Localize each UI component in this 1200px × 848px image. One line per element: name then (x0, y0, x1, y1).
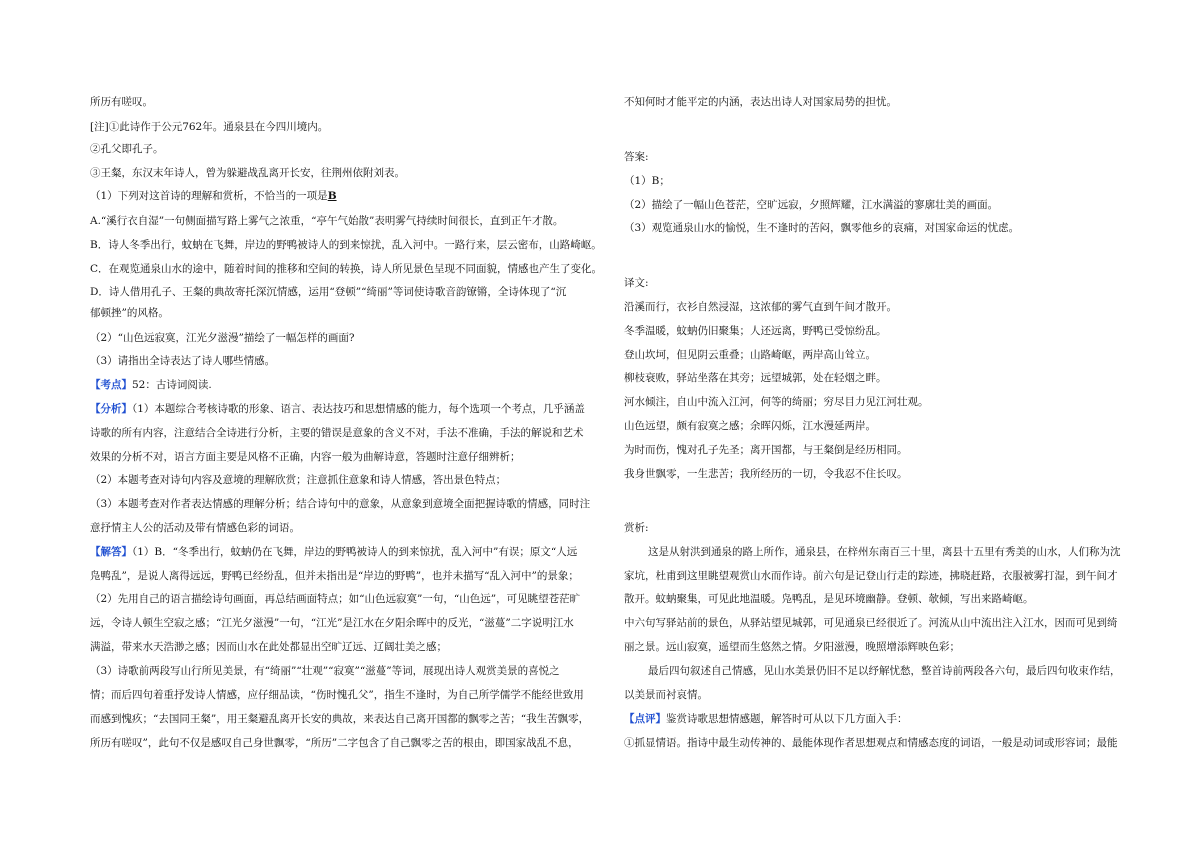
jieda-text: 情；而后四句着重抒发诗人情感，应仔细品读，“伤时愧孔父”，指生不逢时，为自己所学儒学不能经世致用 (90, 689, 584, 701)
jieda-text: 而感到愧疚；“去国同王粲”，用王粲避乱离开长安的典故，来表达自己离开国都的飘零之苦；“我生苦飘零， (90, 713, 590, 725)
jieda-continued: 不知何时才能平定的内涵，表达出诗人对国家局势的担忧。 (624, 96, 897, 108)
dianping-tag: 【点评】 (624, 713, 666, 725)
answer-1: （1）B； (624, 175, 670, 187)
question-3: （3）请指出全诗表达了诗人哪些情感。 (90, 355, 276, 367)
question-1: （1）下列对这首诗的理解和赏析，不恰当的一项是B (90, 190, 337, 202)
question-2: （2）“山色远寂寞，江光夕滋漫”描绘了一幅怎样的画面? (90, 332, 355, 344)
answer-2: （2）描绘了一幅山色苍茫，空旷远寂，夕照辉耀，江水满溢的寥廓壮美的画面。 (624, 199, 999, 211)
fenxi-line: 【分析】（1）本题综合考核诗歌的形象、语言、表达技巧和思想情感的能力，每个选项一个考点，几乎涵盖 (90, 403, 585, 415)
translation-line: 柳枝衰败，驿站坐落在其旁；远望城郭，处在轻烟之畔。 (624, 372, 887, 384)
appreciation-text: 最后四句叙述自己情感，见山水美景仍旧不足以纾解忧愁，整首诗前两段各六句，最后四句收束作结， (648, 665, 1121, 677)
appreciation-text: 这是从射洪到通泉的路上所作，通泉县，在梓州东南百三十里，离县十五里有秀美的山水，人们称为沈 (648, 546, 1121, 558)
option-a: A.“溪行衣自湿”一句侧面描写路上雾气之浓重，“亭午气始散”表明雾气持续时间很长，直到正午才散。 (90, 215, 564, 227)
note-2: ②孔父即孔子。 (90, 143, 164, 155)
jieda-text: 满溢，带来水天浩渺之感；因而山水在此处都显出空旷辽远、辽阔壮美之感； (90, 641, 447, 653)
option-d-cont: 郁顿挫”的风格。 (90, 307, 169, 319)
jieda-text: （2）先用自己的语言描绘诗句画面，再总结画面特点；如“山色远寂寞”一句，“山色远”，可见眺望苍茫旷 (90, 593, 581, 605)
kaodian-tag: 【考点】 (90, 379, 132, 391)
option-c: C．在观览通泉山水的途中，随着时间的推移和空间的转换，诗人所见景色呈现不同面貌，情感也产生了变化。 (90, 263, 603, 275)
fenxi-tag: 【分析】 (90, 403, 132, 415)
fenxi-text: 效果的分析不对，语言方面主要是风格不正确，内容一般为曲解诗意，答题时注意仔细辨析； (90, 451, 521, 463)
jieda-text: 所历有嗟叹”，此句不仅是感叹自己身世飘零，“所历”二字包含了自己飘零之苦的根由，即国家战乱不息， (90, 737, 579, 749)
translation-line: 登山坎坷，但见阴云重叠；山路崎岖，两岸高山耸立。 (624, 349, 876, 361)
translation-line: 河水倾注，自山中流入江河，何等的绮丽；穷尽目力见江河壮观。 (624, 396, 929, 408)
appreciation-text: 中六句写驿站前的景色，从驿站望见城郭，可见通泉已经很近了。河流从山中流出注入江水，因而可见到绮 (624, 617, 1118, 629)
fenxi-text: （3）本题考查对作者表达情感的理解分析；结合诗句中的意象，从意象到意境全面把握诗歌的情感，同时注 (90, 498, 591, 510)
fenxi-text: 诗歌的所有内容，注意结合全诗进行分析，主要的错误是意象的含义不对，手法不准确，手法的解说和艺术 (90, 427, 584, 439)
appreciation-text: 丽之景。远山寂寞，遥望而生悠然之情。夕阳滋漫，晚照增添辉映色彩； (624, 641, 960, 653)
translation-line: 为时而伤，愧对孔子先圣；离开国都，与王粲倒是经历相同。 (624, 444, 908, 456)
jieda-text: 凫鸭乱”，是说人离得远远，野鸭已经纷乱，但并未指出是“岸边的野鸭”，也并未描写“乱入河中”的景象； (90, 570, 579, 582)
jieda-text: （3）诗歌前两段写山行所见美景，有“绮丽”“壮观”“寂寞”“滋蔓”等词，展现出诗人观赏美景的喜悦之 (90, 665, 560, 677)
jieda-text: 远，令诗人顿生空寂之感；“江光夕滋漫”一句，“江光”是江水在夕阳余晖中的反光，“滋蔓”二字说明江水 (90, 617, 574, 629)
appreciation-text: 散开。蚊蚋聚集，可见此地温暖。凫鸭乱，是见环境幽静。登顿、欹倾，写出来路崎岖。 (624, 593, 1034, 605)
jieda-line: 【解答】（1）B．“冬季出行，蚊蚋仍在飞舞，岸边的野鸭被诗人的到来惊扰，乱入河中”有误；原文“人远 (90, 546, 578, 558)
translation-line: 山色远望，颇有寂寞之感；余晖闪烁，江水漫延两岸。 (624, 420, 876, 432)
answer-3: （3）观览通泉山水的愉悦，生不逢时的苦闷，飘零他乡的哀痛，对国家命运的忧虑。 (624, 222, 1020, 234)
question-1-answer: B (327, 190, 337, 202)
kaodian-line: 【考点】52：古诗词阅读. (90, 379, 212, 391)
option-d: D．诗人借用孔子、王粲的典故寄托深沉情感，运用“登顿”“绮丽”等词使诗歌音韵镣锵，全诗体现了“沉 (90, 286, 567, 298)
appreciation-text: 家坑，杜甫到这里眺望观赏山水而作诗。前六句是记登山行走的踪迹，拂晓赶路，衣服被雾打湿，到午间才 (624, 570, 1118, 582)
appreciation-text: 以美景而衬哀情。 (624, 689, 708, 701)
option-b: B．诗人冬季出行，蚊蚋在飞舞，岸边的野鸭被诗人的到来惊扰，乱入河中。一路行来，层云密布，山路崎岖。 (90, 239, 602, 251)
dianping-text: ①抓显情语。指诗中最生动传神的、最能体现作者思想观点和情感态度的词语，一般是动词或形容词；最能 (624, 737, 1118, 749)
translation-line: 我身世飘零，一生悲苦；我所经历的一切，令我忍不住长叹。 (624, 468, 908, 480)
note-3: ③王粲，东汉末年诗人，曾为躲避战乱离开长安，往荆州依附刘表。 (90, 167, 405, 179)
answer-heading: 答案: (624, 151, 649, 163)
translation-line: 冬季温暖，蚊蚋仍旧聚集；人还远离，野鸭已受惊纷乱。 (624, 325, 887, 337)
translation-line: 沿溪而行，衣衫自然浸湿，这浓郁的雾气直到午间才散开。 (624, 301, 897, 313)
jieda-tag: 【解答】 (90, 546, 132, 558)
dianping-line: 【点评】鉴赏诗歌思想情感题，解答时可从以下几方面入手： (624, 713, 908, 725)
translation-heading: 译文: (624, 277, 649, 289)
appreciation-heading: 赏析: (624, 522, 649, 534)
note-1: [注]①此诗作于公元762年。通泉县在今四川境内。 (90, 121, 329, 133)
fenxi-text: 意抒情主人公的活动及带有情感色彩的词语。 (90, 522, 300, 534)
fenxi-text: （2）本题考查对诗句内容及意境的理解欣赏；注意抓住意象和诗人情感，答出景色特点； (90, 474, 507, 486)
poem-last-line: 所历有嗟叹。 (90, 96, 153, 108)
